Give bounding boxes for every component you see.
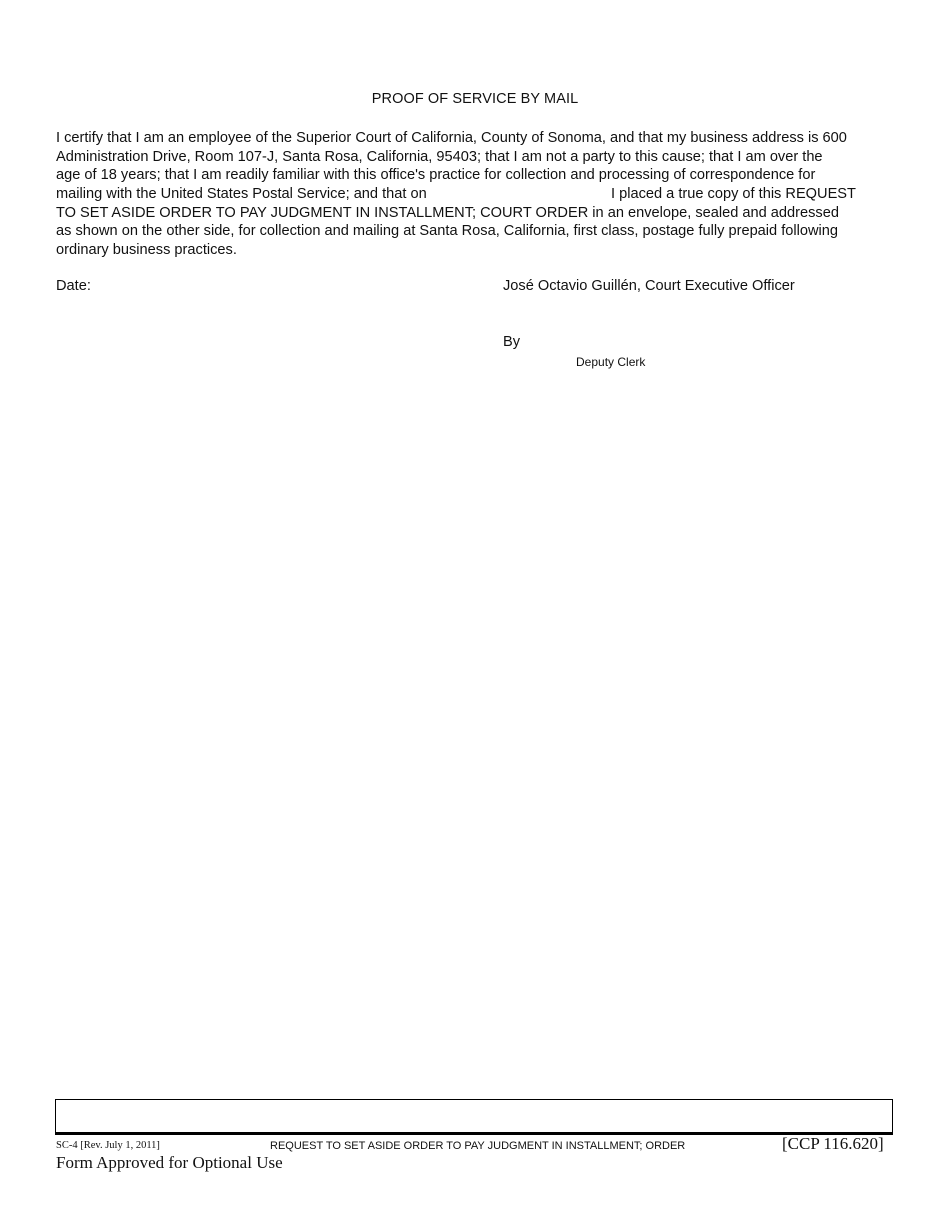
footer-title: REQUEST TO SET ASIDE ORDER TO PAY JUDGMENT IN INSTALLMENT; ORDER	[270, 1140, 686, 1152]
certification-line-3: age of 18 years; that I am readily familiar with this office's practice for collection and processing of correspondence for	[56, 167, 816, 183]
form-id: SC-4 [Rev. July 1, 2011]	[56, 1140, 160, 1151]
certification-line-1: I certify that I am an employee of the Superior Court of California, County of Sonoma, and that my business address is 600	[56, 130, 847, 146]
deputy-clerk-label: Deputy Clerk	[576, 355, 646, 369]
statute-reference: [CCP 116.620]	[782, 1134, 884, 1153]
certification-line-4b: I placed a true copy of this REQUEST	[611, 186, 856, 202]
certification-line-6: as shown on the other side, for collection and mailing at Santa Rosa, California, first class, postage fully prepaid following	[56, 223, 838, 239]
certification-line-2: Administration Drive, Room 107-J, Santa Rosa, California, 95403; that I am not a party to this cause; that I am over the	[56, 149, 823, 165]
certification-line-5: TO SET ASIDE ORDER TO PAY JUDGMENT IN INSTALLMENT; COURT ORDER in an envelope, sealed and addressed	[56, 205, 839, 221]
form-approval-note: Form Approved for Optional Use	[56, 1153, 283, 1172]
court-executive-officer: José Octavio Guillén, Court Executive Officer	[503, 278, 795, 294]
certification-line-7: ordinary business practices.	[56, 242, 237, 258]
footer-box	[55, 1099, 893, 1135]
date-label: Date:	[56, 278, 91, 294]
by-label: By	[503, 334, 521, 350]
page-title: PROOF OF SERVICE BY MAIL	[371, 91, 579, 107]
certification-line-4a: mailing with the United States Postal Service; and that on	[56, 186, 427, 202]
